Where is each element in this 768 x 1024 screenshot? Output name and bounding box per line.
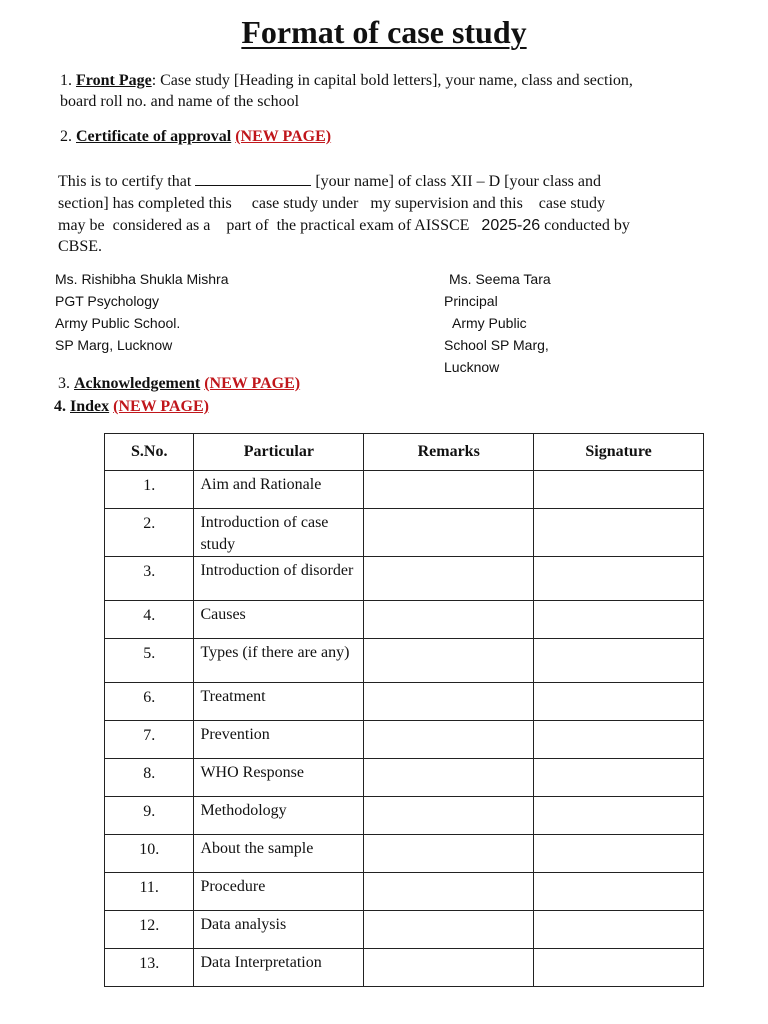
table-row xyxy=(105,639,704,683)
cell-signature xyxy=(534,509,704,557)
cert-line3b: conducted by xyxy=(544,217,630,234)
front-page-text: : Case study [Heading in capital bold letters], your name, class and section, xyxy=(151,72,633,89)
principal-org: Army Public xyxy=(452,315,527,331)
table-row xyxy=(105,557,704,601)
signatory-left xyxy=(55,268,229,356)
cell-signature xyxy=(534,683,704,721)
cell-particular: Data Interpretation xyxy=(194,949,364,987)
cell-remarks xyxy=(364,759,534,797)
index-label: Index xyxy=(70,398,110,415)
cell-signature xyxy=(534,911,704,949)
cell-particular: Prevention xyxy=(194,721,364,759)
table-row xyxy=(105,835,704,873)
cell-particular: Aim and Rationale xyxy=(194,471,364,509)
cell-remarks xyxy=(364,471,534,509)
new-page-tag: (NEW PAGE) xyxy=(113,398,209,415)
cell-remarks xyxy=(364,721,534,759)
cell-sno: 3. xyxy=(105,557,194,601)
new-page-tag: (NEW PAGE) xyxy=(204,375,301,392)
cell-particular: Types (if there are any) xyxy=(194,639,364,683)
cell-remarks xyxy=(364,683,534,721)
page-title: Format of case study xyxy=(241,14,527,50)
cell-remarks xyxy=(364,835,534,873)
front-page-item xyxy=(60,70,740,112)
cell-remarks xyxy=(364,873,534,911)
cell-particular: Methodology xyxy=(194,797,364,835)
cell-particular: WHO Response xyxy=(194,759,364,797)
cell-signature xyxy=(534,557,704,601)
front-page-text-cont: board roll no. and name of the school xyxy=(60,93,300,110)
item-number: 1. xyxy=(60,72,72,89)
table-row xyxy=(105,911,704,949)
cell-signature xyxy=(534,759,704,797)
front-page-label: Front Page xyxy=(76,72,152,89)
cert-line1a: This is to certify that xyxy=(58,173,192,190)
cell-signature xyxy=(534,835,704,873)
acknowledgement-heading xyxy=(58,375,300,393)
certificate-heading xyxy=(60,128,331,146)
table-row xyxy=(105,471,704,509)
cell-particular: About the sample xyxy=(194,835,364,873)
table-row xyxy=(105,601,704,639)
table-row xyxy=(105,721,704,759)
cert-line1b: [your name] of class XII – D [your class and xyxy=(315,173,601,190)
session-year: 2025-26 xyxy=(481,217,541,234)
cell-signature xyxy=(534,873,704,911)
header-sno: S.No. xyxy=(105,434,194,471)
signatory-right xyxy=(444,268,551,378)
cell-signature xyxy=(534,601,704,639)
cert-line2: section] has completed this case study under my supervision and this case study xyxy=(58,195,606,212)
cell-remarks xyxy=(364,911,534,949)
teacher-designation: PGT Psychology xyxy=(55,293,160,309)
cell-sno: 1. xyxy=(105,471,194,509)
header-remarks: Remarks xyxy=(364,434,534,471)
cell-particular: Treatment xyxy=(194,683,364,721)
cell-sno: 10. xyxy=(105,835,194,873)
cell-sno: 12. xyxy=(105,911,194,949)
principal-address2: Lucknow xyxy=(444,359,500,375)
cell-sno: 7. xyxy=(105,721,194,759)
table-row xyxy=(105,949,704,987)
acknowledgement-label: Acknowledgement xyxy=(74,375,201,392)
cell-sno: 13. xyxy=(105,949,194,987)
name-blank-line xyxy=(195,173,311,186)
cell-signature xyxy=(534,797,704,835)
teacher-org: Army Public School. xyxy=(55,315,181,331)
item-number: 4. xyxy=(54,398,66,415)
index-table xyxy=(104,433,704,987)
cell-sno: 6. xyxy=(105,683,194,721)
table-row xyxy=(105,509,704,557)
certificate-text xyxy=(58,171,738,257)
table-header-row xyxy=(105,434,704,471)
cell-particular: Causes xyxy=(194,601,364,639)
cell-remarks xyxy=(364,639,534,683)
new-page-tag: (NEW PAGE) xyxy=(235,128,332,145)
table-row xyxy=(105,683,704,721)
item-number: 2. xyxy=(60,128,72,145)
cell-sno: 2. xyxy=(105,509,194,557)
header-particular: Particular xyxy=(194,434,364,471)
cell-signature xyxy=(534,949,704,987)
cell-sno: 11. xyxy=(105,873,194,911)
cell-signature xyxy=(534,639,704,683)
cell-sno: 5. xyxy=(105,639,194,683)
table-row xyxy=(105,797,704,835)
cell-signature xyxy=(534,721,704,759)
principal-designation: Principal xyxy=(444,293,498,309)
cell-sno: 9. xyxy=(105,797,194,835)
cell-remarks xyxy=(364,797,534,835)
cell-particular: Data analysis xyxy=(194,911,364,949)
cell-remarks xyxy=(364,557,534,601)
header-signature: Signature xyxy=(534,434,704,471)
cell-particular: Introduction of disorder xyxy=(194,557,364,601)
cell-remarks xyxy=(364,601,534,639)
cell-sno: 8. xyxy=(105,759,194,797)
principal-address1: School SP Marg, xyxy=(444,337,549,353)
certificate-label: Certificate of approval xyxy=(76,128,232,145)
cert-line3a: may be considered as a part of the practical exam of AISSCE xyxy=(58,217,470,234)
cell-remarks xyxy=(364,509,534,557)
cert-line4: CBSE. xyxy=(58,238,103,255)
cell-particular: Procedure xyxy=(194,873,364,911)
cell-sno: 4. xyxy=(105,601,194,639)
cell-particular: Introduction of case study xyxy=(194,509,364,557)
teacher-name: Ms. Rishibha Shukla Mishra xyxy=(55,271,229,287)
index-heading xyxy=(54,398,209,416)
cell-signature xyxy=(534,471,704,509)
cell-remarks xyxy=(364,949,534,987)
item-number: 3. xyxy=(58,375,70,392)
table-row xyxy=(105,759,704,797)
principal-name: Ms. Seema Tara xyxy=(449,271,551,287)
index-table-body xyxy=(105,471,704,987)
teacher-address: SP Marg, Lucknow xyxy=(55,337,173,353)
table-row xyxy=(105,873,704,911)
